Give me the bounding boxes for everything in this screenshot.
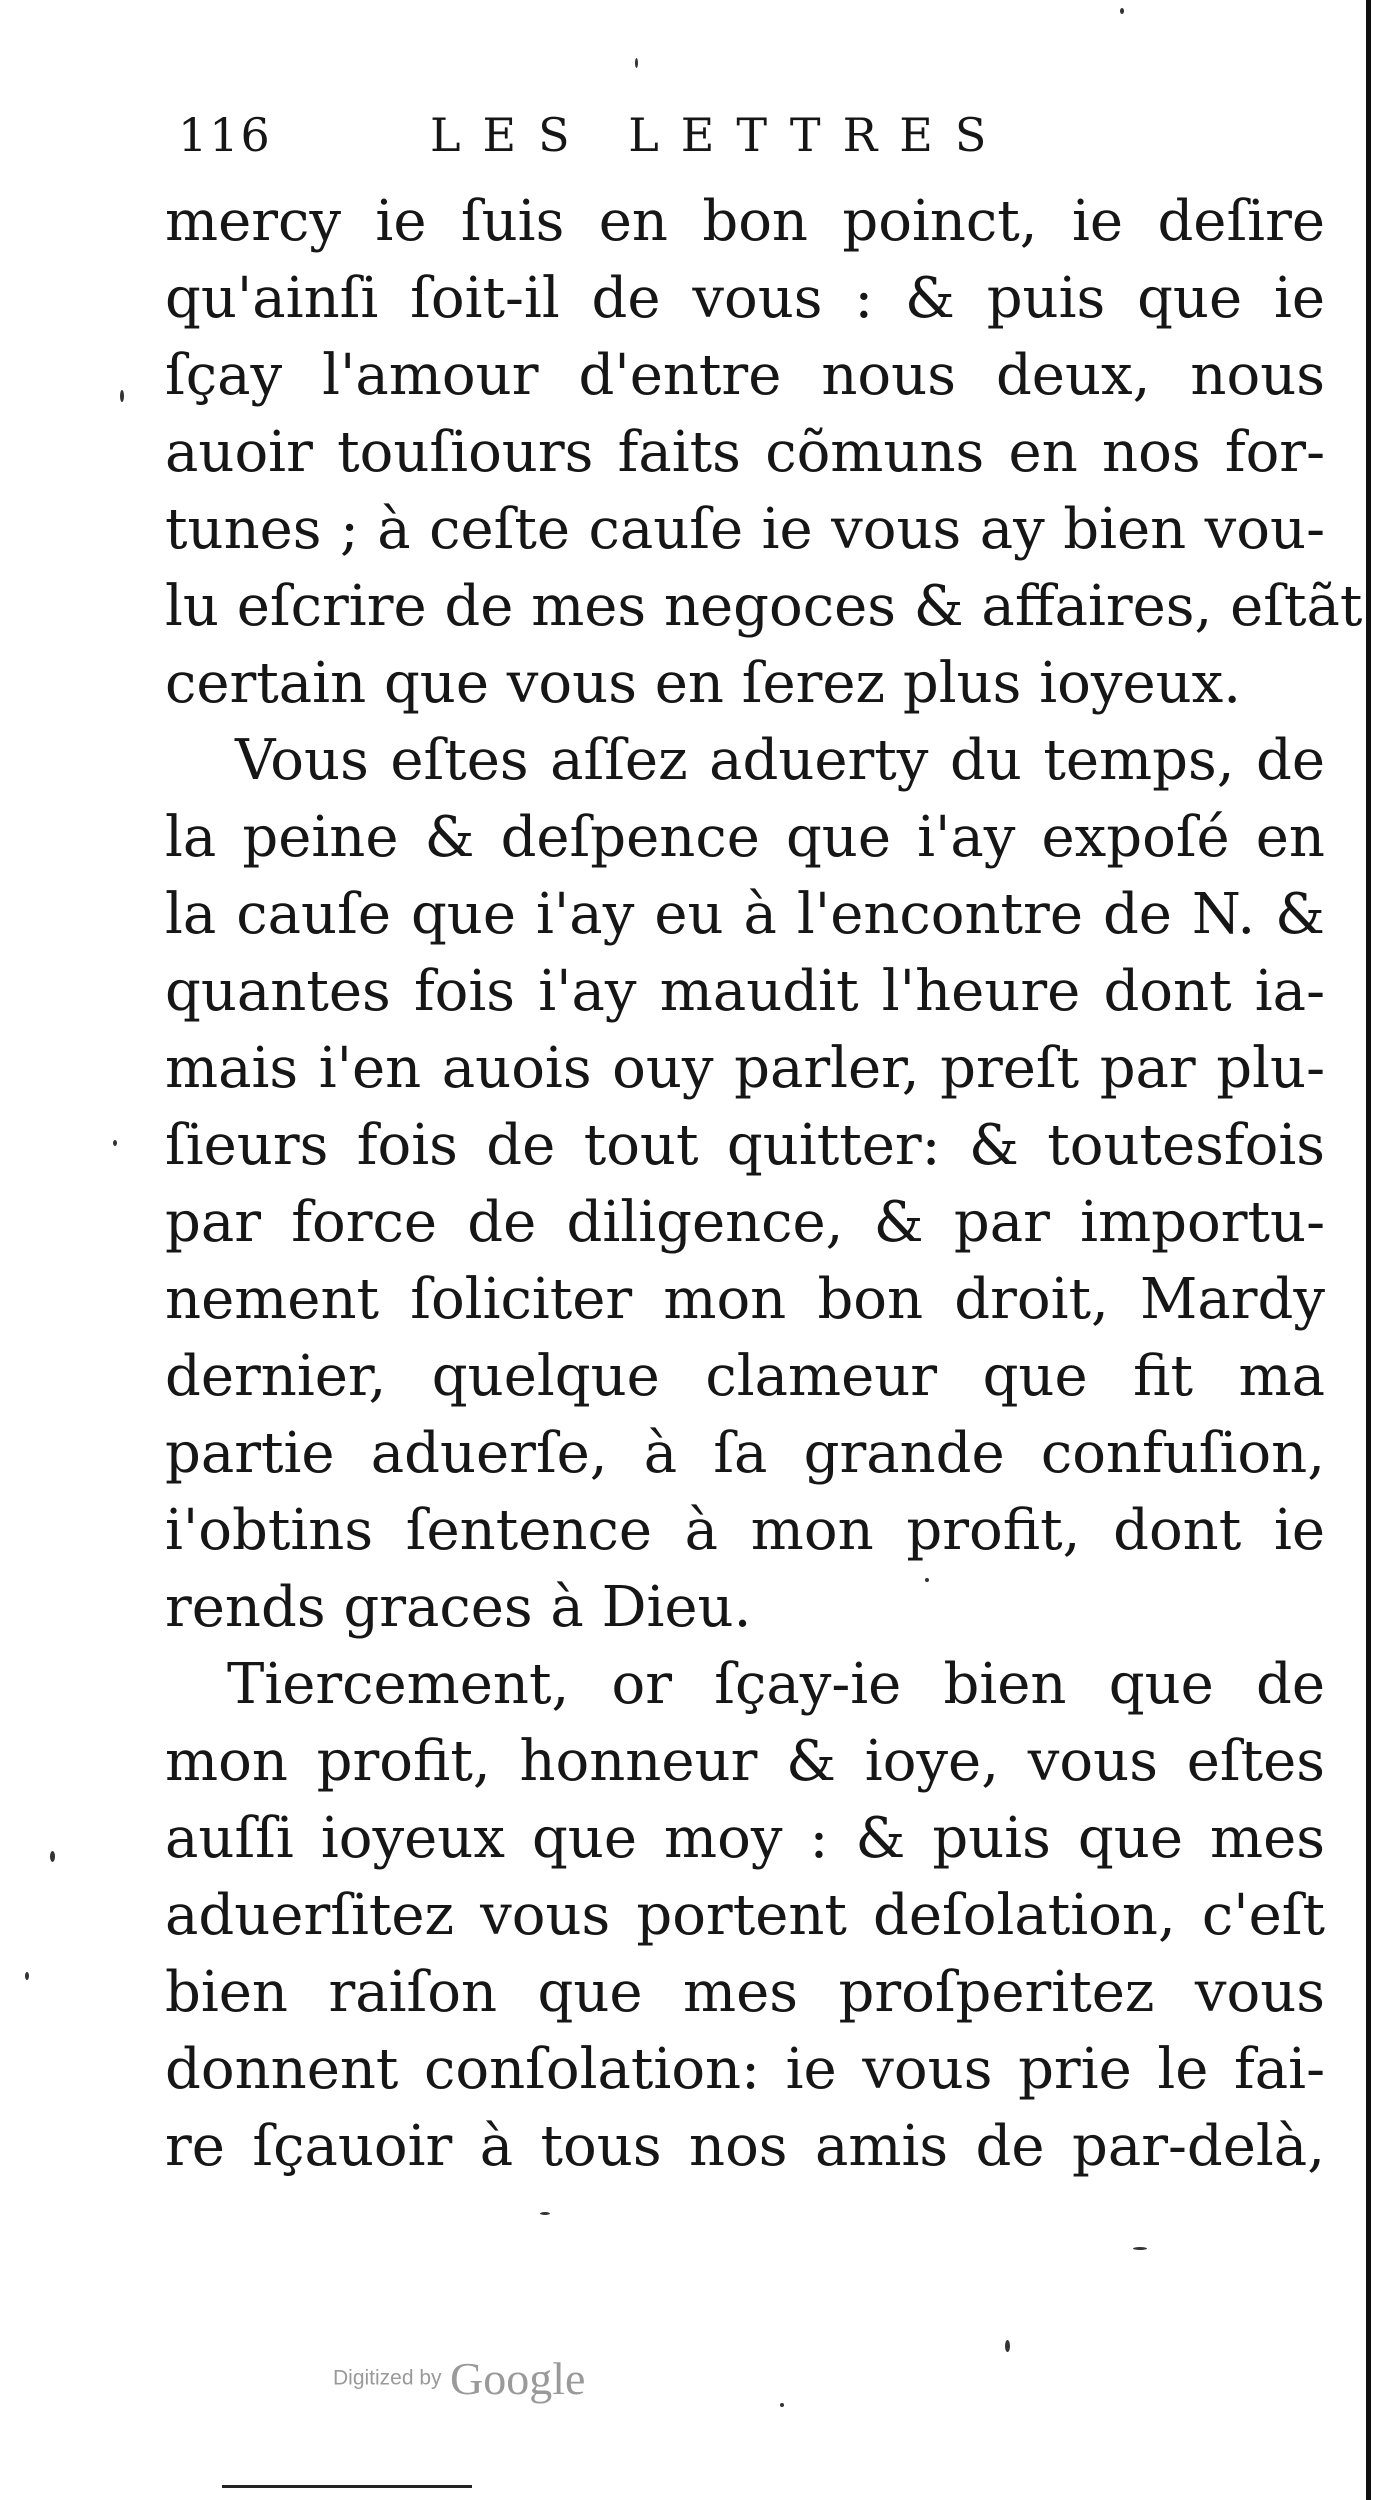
text-line: re ſçauoir à tous nos amis de par-delà, [165, 2114, 1325, 2179]
text-line: tunes ; à ceſte cauſe ie vous ay bien vou- [165, 497, 1325, 562]
body-text [165, 183, 1363, 2185]
bottom-rule [222, 2485, 472, 2488]
text-line: mais i'en auois ouy parler, preſt par plu- [165, 1036, 1325, 1101]
print-speck [50, 1851, 55, 1862]
text-line: la peine & deſpence que i'ay expoſé en [165, 805, 1325, 870]
google-logo-text: Google [450, 2353, 586, 2404]
text-line: certain que vous en ſerez plus ioyeux. [165, 651, 1242, 716]
text-line: rends graces à Dieu. [165, 1575, 752, 1640]
text-line: bien raiſon que mes proſperitez vous [165, 1960, 1325, 2025]
text-line: ſieurs fois de tout quitter: & toutesfois [165, 1113, 1325, 1178]
text-line: lu eſcrire de mes negoces & affaires, eſtãt [165, 574, 1363, 639]
text-line: mercy ie ſuis en bon poinct, ie deſire [165, 189, 1325, 254]
print-speck [25, 1972, 29, 1980]
print-speck [1005, 2340, 1010, 2352]
text-line: mon profit, honneur & ioye, vous eſtes [165, 1729, 1325, 1794]
print-speck [540, 2212, 550, 2215]
running-title: LES LETTRES [430, 108, 1009, 162]
text-line: qu'ainſi ſoit-il de vous : & puis que ie [165, 266, 1325, 331]
text-line: la cauſe que i'ay eu à l'encontre de N. & [165, 882, 1325, 947]
paragraph-start-line: Vous eſtes aſſez aduerty du temps, de [235, 728, 1325, 793]
print-speck [635, 58, 638, 68]
print-speck [780, 2403, 784, 2407]
text-line: i'obtins ſentence à mon profit, dont ie [165, 1498, 1325, 1563]
print-speck [120, 390, 124, 402]
text-line: ſçay l'amour d'entre nous deux, nous [165, 343, 1325, 408]
text-line: aduerſitez vous portent deſolation, c'eſt [165, 1883, 1325, 1948]
page-edge-border [1366, 0, 1371, 2500]
page-header [130, 108, 1230, 178]
print-speck [1133, 2247, 1147, 2250]
text-line: donnent conſolation: ie vous prie le fai- [165, 2037, 1325, 2102]
watermark-prefix: Digitized by [333, 2366, 442, 2390]
text-line: quantes fois i'ay maudit l'heure dont ia- [165, 959, 1325, 1024]
text-line: dernier, quelque clameur que fit ma [165, 1344, 1325, 1409]
print-speck [1120, 8, 1124, 14]
text-line: nement ſoliciter mon bon droit, Mardy [165, 1267, 1325, 1332]
digitization-watermark [333, 2352, 585, 2405]
text-line: auoir touſiours faits cõmuns en nos for- [165, 420, 1325, 485]
text-line: auſſi ioyeux que moy : & puis que mes [165, 1806, 1325, 1871]
print-speck [113, 1140, 117, 1146]
print-speck [925, 1578, 929, 1582]
text-line: par force de diligence, & par importu- [165, 1190, 1325, 1255]
text-line: partie aduerſe, à ſa grande confuſion, [165, 1421, 1325, 1486]
paragraph-start-line: Tiercement, or ſçay-ie bien que de [227, 1652, 1325, 1717]
page-number: 116 [178, 108, 272, 162]
